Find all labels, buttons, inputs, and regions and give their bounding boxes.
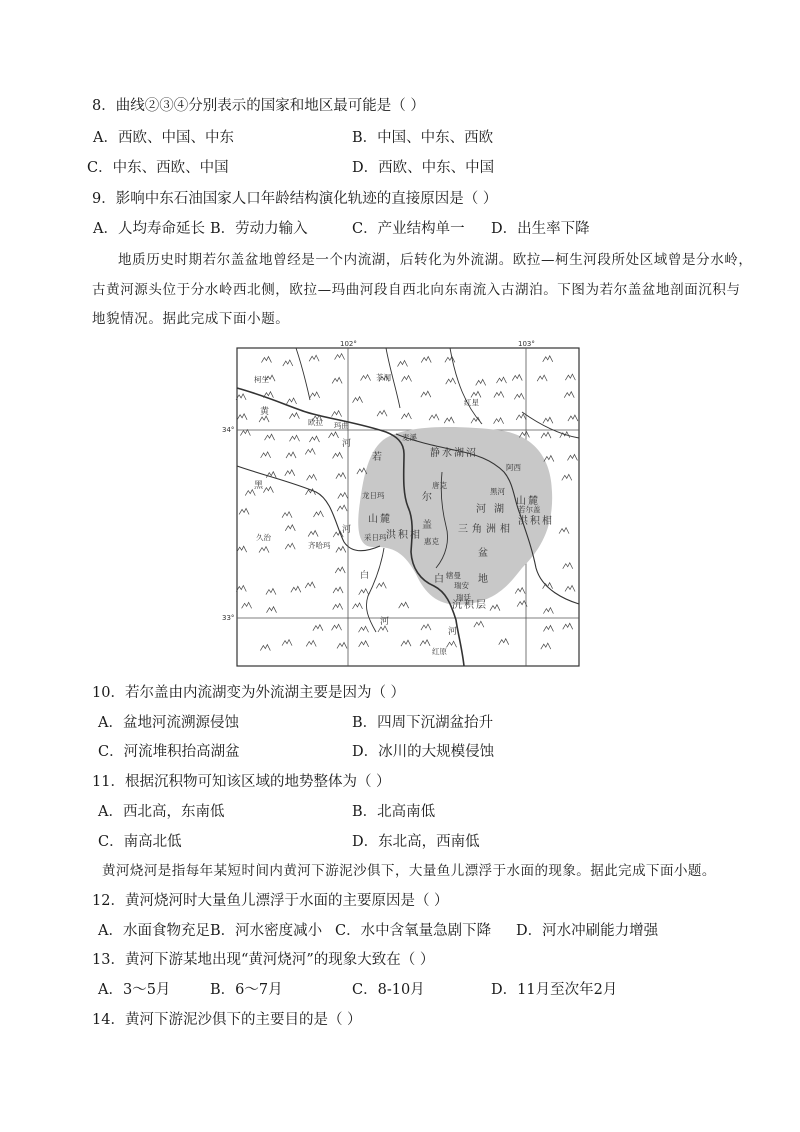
basin-char-26: 沉	[452, 600, 462, 611]
lat-33-label: 33°	[222, 614, 235, 622]
basin-char-23: 水	[442, 448, 452, 459]
river-label-he: 河	[342, 439, 352, 449]
q11-option-b[interactable]: B．北高南低	[352, 804, 436, 820]
place-ruiting: 瑞廷	[456, 593, 471, 602]
q10-option-c[interactable]: C．河流堆积抬高湖盆	[98, 744, 240, 760]
question-9-stem: 9．影响中东石油国家人口年龄结构演化轨迹的直接原因是（ ）	[92, 191, 498, 207]
q12-option-c[interactable]: C．水中含氧量急剧下降	[335, 923, 492, 939]
q11-option-d[interactable]: D．东北高，西南低	[352, 834, 480, 850]
basin-char-20: 积	[398, 530, 408, 541]
place-kesheng: 柯生	[254, 375, 269, 384]
river-label-huang: 黄	[260, 407, 270, 417]
q12-option-b[interactable]: B．河水密度减小	[210, 923, 323, 939]
basin-char-3: 盖	[422, 520, 432, 531]
place-longrima: 龙日玛	[362, 491, 385, 500]
q9-option-b[interactable]: B．劳动力输入	[210, 221, 308, 237]
place-hongxing: 红星	[464, 398, 479, 407]
q12-option-d[interactable]: D．河水冲刷能力增强	[516, 923, 659, 939]
place-tangke: 唐克	[432, 481, 447, 490]
basin-char-9: 角	[472, 524, 482, 535]
basin-char-4: 盆	[478, 548, 488, 559]
place-oula: 欧拉	[308, 418, 323, 427]
basin-char-17: 山	[368, 514, 378, 525]
q13-option-a[interactable]: A．3～5月	[98, 982, 171, 998]
passage-line-3: 地貌情况。据此完成下面小题。	[92, 311, 290, 327]
zoige-basin-map	[222, 340, 580, 668]
question-8-stem: 8．曲线②③④分别表示的国家和地区最可能是（ ）	[92, 98, 425, 114]
q8-option-b[interactable]: B．中国、中东、西欧	[352, 130, 494, 146]
basin-char-7: 湖	[494, 504, 504, 515]
place-maixi: 麦溪	[402, 433, 417, 442]
q13-option-b[interactable]: B．6～7月	[210, 982, 283, 998]
q8-option-d[interactable]: D．西欧、中东、中国	[352, 160, 495, 176]
q9-option-a[interactable]: A．人均寿命延长	[93, 221, 205, 237]
question-14-stem: 14．黄河下游泥沙俱下的主要目的是（ ）	[92, 1012, 362, 1028]
q11-option-a[interactable]: A．西北高，东南低	[98, 804, 225, 820]
basin-char-15: 积	[530, 516, 540, 527]
basin-char-2: 尔	[422, 492, 432, 503]
basin-char-10: 洲	[486, 524, 496, 535]
river-label-he-2: 河	[342, 525, 352, 535]
place-ruian: 瑞安	[454, 581, 469, 590]
basin-char-25: 沼	[466, 448, 476, 459]
place-jiuzhi: 久治	[256, 533, 271, 542]
q10-option-b[interactable]: B．四周下沉湖盆抬升	[352, 715, 494, 731]
question-12-stem: 12．黄河烧河时大量鱼儿漂浮于水面的主要原因是（ ）	[92, 893, 449, 909]
basin-char-19: 洪	[386, 530, 396, 541]
lon-102-label: 102°	[340, 340, 357, 348]
zoige-passage	[92, 250, 753, 339]
place-hongyuan: 红原	[432, 647, 447, 656]
basin-char-24: 湖	[454, 448, 464, 459]
basin-char-8: 三	[458, 524, 468, 535]
question-10-stem: 10．若尔盖由内流湖变为外流湖主要是因为（ ）	[92, 685, 406, 701]
q8-option-c[interactable]: C．中东、西欧、中国	[87, 160, 229, 176]
q10-option-a[interactable]: A．盆地河流溯源侵蚀	[98, 715, 239, 731]
place-xiaman: 辖曼	[446, 571, 461, 580]
passage-line-1: 地质历史时期若尔盖盆地曾经是一个内流湖，后转化为外流湖。欧拉—柯生河段所处区域曾是分水岭，	[118, 252, 753, 268]
basin-char-16: 相	[542, 516, 552, 527]
place-axi: 阿西	[506, 463, 521, 472]
basin-char-13: 麓	[528, 496, 538, 507]
q8-option-a[interactable]: A．西欧、中国、中东	[93, 130, 234, 146]
shaohe-passage	[92, 861, 752, 891]
place-huike: 惠克	[424, 537, 439, 546]
q9-option-d[interactable]: D．出生率下降	[491, 221, 590, 237]
q10-option-d[interactable]: D．冰川的大规模侵蚀	[352, 744, 495, 760]
q13-option-c[interactable]: C．8-10月	[352, 982, 425, 998]
basin-char-1: 若	[372, 452, 382, 463]
basin-char-12: 山	[516, 496, 526, 507]
basin-char-18: 麓	[380, 514, 390, 525]
passage-line-2: 古黄河源头位于分水岭西北侧，欧拉—玛曲河段自西北向东南流入古湖泊。下图为若尔盖盆地剖面沉积与	[92, 281, 741, 298]
river-label-bai: 白	[360, 571, 370, 581]
shaohe-line: 黄河烧河是指每年某短时间内黄河下游泥沙俱下，大量鱼儿漂浮于水面的现象。据此完成下面小题。	[102, 863, 716, 879]
place-cairima: 采日玛	[364, 533, 387, 542]
lon-103-label: 103°	[518, 340, 535, 348]
basin-char-21: 相	[410, 530, 420, 541]
q13-option-d[interactable]: D．11月至次年2月	[491, 982, 618, 998]
basin-char-29: 白	[434, 574, 444, 585]
place-maqu: 玛曲	[334, 421, 349, 430]
basin-char-6: 河	[476, 504, 486, 515]
basin-char-22: 静	[430, 448, 440, 459]
place-chadong: 茶洞	[376, 373, 391, 382]
q9-option-c[interactable]: C．产业结构单一	[352, 221, 465, 237]
river-label-hei: 黑	[254, 481, 264, 491]
basin-char-14: 洪	[518, 516, 528, 527]
place-heihe: 黑河	[490, 487, 505, 496]
question-11-stem: 11．根据沉积物可知该区域的地势整体为（ ）	[92, 774, 391, 790]
question-13-stem: 13．黄河下游某地出现“黄河烧河”的现象大致在（ ）	[92, 952, 435, 968]
place-qihama: 齐哈玛	[308, 541, 331, 550]
q12-option-a[interactable]: A．水面食物充足	[98, 923, 210, 939]
lat-34-label: 34°	[222, 426, 235, 434]
river-label-he-3: 河	[448, 627, 458, 637]
basin-char-5: 地	[478, 574, 488, 585]
place-zoige: 若尔盖	[518, 505, 541, 514]
basin-char-27: 积	[464, 600, 474, 611]
basin-char-28: 层	[476, 600, 486, 611]
basin-char-11: 相	[500, 524, 510, 535]
q11-option-c[interactable]: C．南高北低	[98, 834, 182, 850]
river-label-qu: 河	[380, 617, 390, 627]
